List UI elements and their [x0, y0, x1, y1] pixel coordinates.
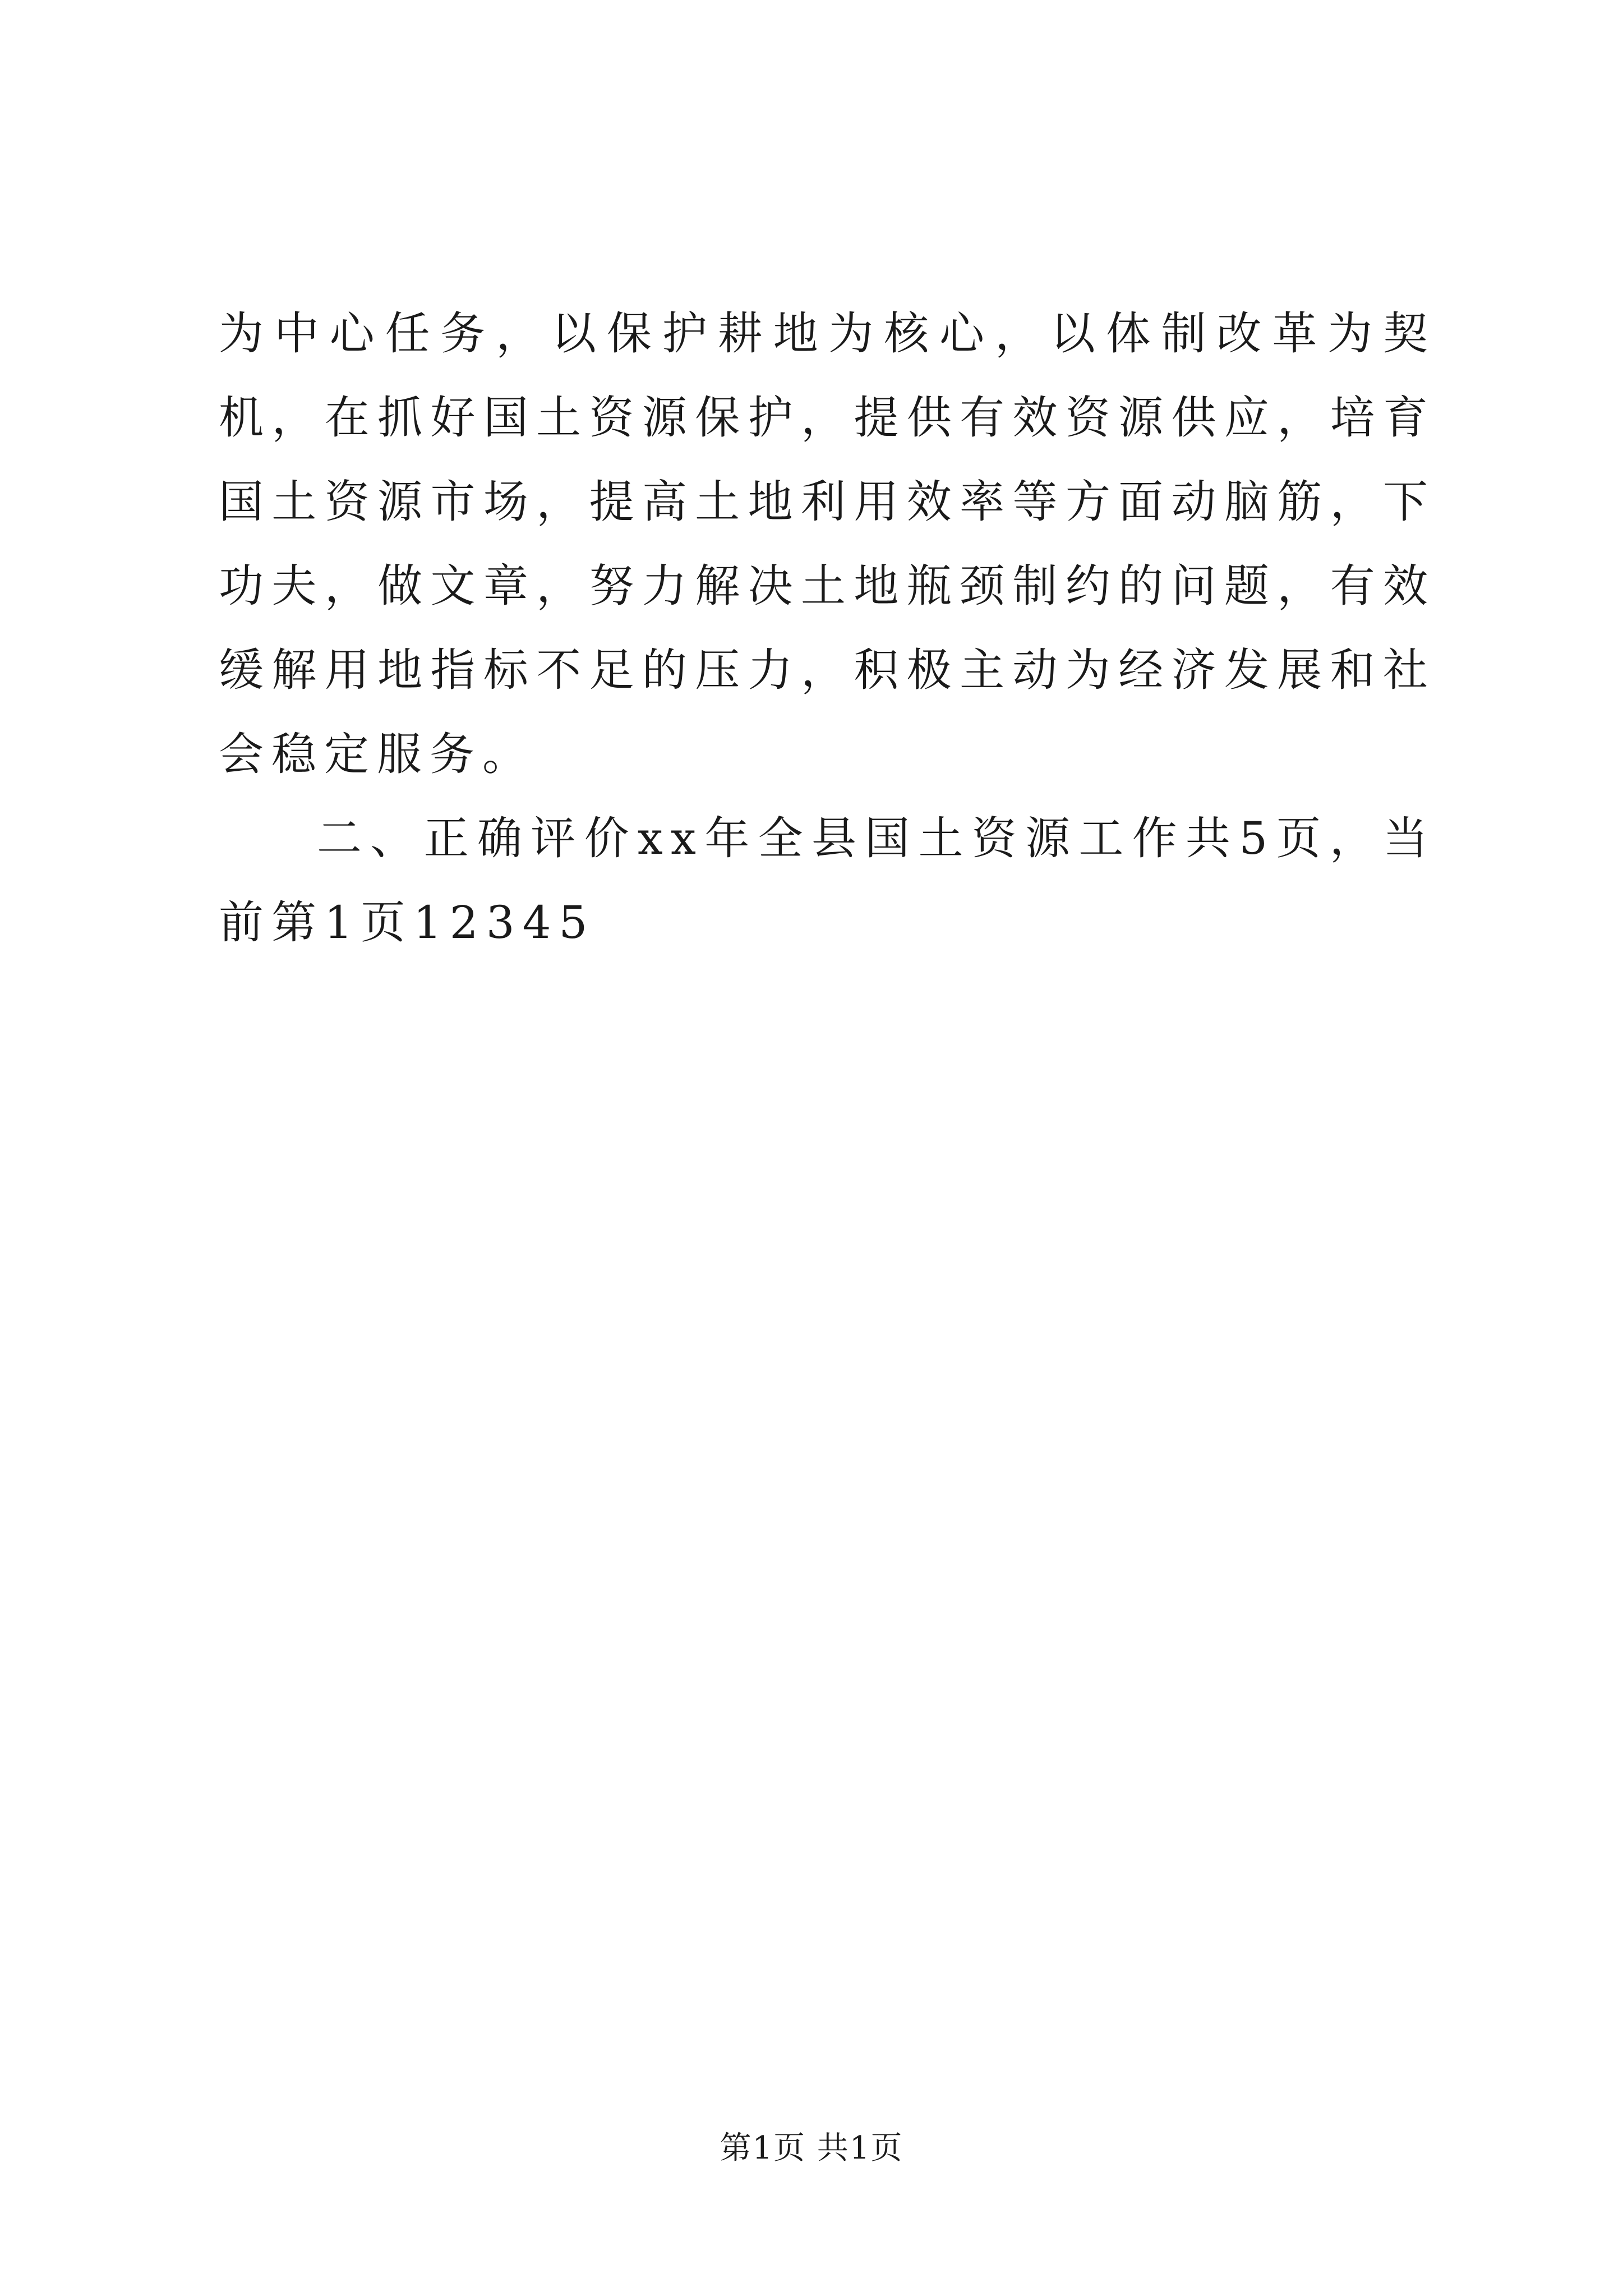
page-footer: 第1页 共1页 — [720, 2130, 903, 2166]
paragraph-section-two: 二、正确评价xx年全县国土资源工作共5页，当前第1页12345 — [219, 812, 1436, 949]
document-body — [219, 292, 1436, 965]
paragraph-continuation: 为中心任务，以保护耕地为核心，以体制改革为契机，在抓好国土资源保护，提供有效资源供应，培育国土资源市场，提高土地利用效率等方面动脑筋，下功夫，做文章，努力解决土地瓶颈制约的问题，有效缓解用地指标不足的压力，积极主动为经济发展和社会稳定服务。 — [219, 307, 1436, 780]
